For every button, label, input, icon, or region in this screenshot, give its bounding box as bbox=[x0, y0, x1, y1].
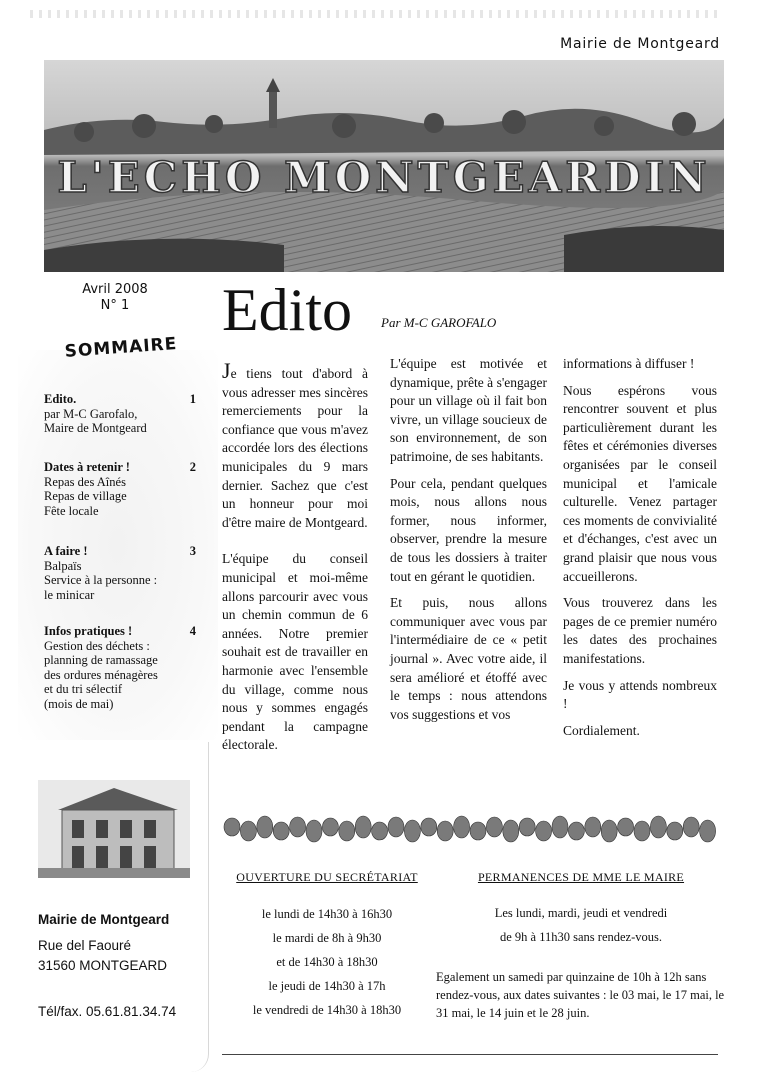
edito-paragraph: Cordialement. bbox=[563, 722, 640, 738]
toc-line: Repas de village bbox=[44, 489, 127, 503]
decorative-garland bbox=[222, 814, 718, 844]
garland-bead bbox=[240, 821, 256, 841]
toc-line: et du tri sélectif bbox=[44, 682, 123, 696]
toc-page: 4 bbox=[189, 624, 196, 638]
secretariat-hours bbox=[222, 902, 432, 1022]
address-street: Rue del Faouré bbox=[38, 938, 132, 953]
garland-bead bbox=[700, 820, 716, 842]
garland-bead bbox=[568, 822, 584, 840]
garland-bead bbox=[404, 820, 420, 842]
garland-bead bbox=[552, 816, 568, 838]
banner-title: L'ECHO MONTGEARDIN bbox=[57, 153, 711, 202]
garland-bead bbox=[486, 817, 502, 837]
toc-line: des ordures ménagères bbox=[44, 667, 158, 682]
garland-bead bbox=[618, 818, 634, 836]
issue-number: N° 1 bbox=[100, 298, 130, 313]
issue-info bbox=[60, 282, 170, 314]
header-mairie: Mairie de Montgeard bbox=[560, 36, 720, 52]
toc-line: Gestion des déchets : bbox=[44, 638, 150, 653]
toc-line: Service à la personne : bbox=[44, 573, 158, 587]
edito-paragraph: informations à diffuser ! bbox=[563, 356, 695, 371]
hours-line: le lundi de 14h30 à 16h30 bbox=[261, 907, 393, 921]
garland-bead bbox=[372, 822, 388, 840]
toc-line: Maire de Montgeard bbox=[44, 421, 147, 435]
edito-paragraph: Vous trouverez dans les pages de ce premier numéro les dates des prochaines manifestations. bbox=[563, 595, 717, 666]
toc-line: (mois de mai) bbox=[44, 696, 114, 711]
address-city: 31560 MONTGEARD bbox=[38, 958, 168, 973]
permanences-title: PERMANENCES DE MME LE MAIRE bbox=[477, 870, 685, 884]
edito-paragraph: L'équipe est motivée et dynamique, prête à s'engager pour un village où il fait bon vivre, un village soucieux de son environnement, de son patrimoine, de ses habitants. bbox=[390, 356, 547, 464]
toc-line: par M-C Garofalo, bbox=[44, 406, 138, 421]
toc-heading: A faire ! bbox=[44, 544, 88, 558]
permanences-days: Les lundi, mardi, jeudi et vendredi bbox=[494, 906, 668, 920]
sommaire-title: SOMMAIRE bbox=[64, 334, 178, 362]
toc-line: planning de ramassage bbox=[44, 653, 158, 667]
garland-bead bbox=[273, 822, 289, 840]
edito-column-2 bbox=[390, 355, 547, 732]
toc-line: Balpaïs bbox=[44, 558, 82, 573]
toc-line: Fête locale bbox=[44, 503, 99, 518]
toc-heading: Dates à retenir ! bbox=[44, 460, 130, 474]
toc-page: 3 bbox=[189, 544, 196, 558]
edito-paragraph: Je vous y attends nombreux ! bbox=[563, 677, 717, 712]
garland-bead bbox=[650, 816, 666, 838]
toc-item-a-faire bbox=[44, 544, 196, 602]
edito-paragraph: Pour cela, pendant quelques mois, nous allons nous former, nous informer, observer, prendre la mesure de tous les dossiers à traiter tout en gérant le quotidien. bbox=[390, 475, 547, 584]
garland-bead bbox=[437, 821, 453, 841]
banner-image bbox=[44, 60, 724, 272]
edito-paragraph: L'équipe du conseil municipal et moi-même allons parcourir avec vous un chemin commun de 6 années. Notre premier souhait est de travailler en harmonie avec l'ensemble du village, comme nous nous y sommes engagés pendant la campagne électorale. bbox=[222, 551, 368, 753]
garland-bead bbox=[454, 816, 470, 838]
permanences-saturday: Egalement un samedi par quinzaine de 10h à 12h sans rendez-vous, aux dates suivantes : le 03 mai, le 17 mai, le 31 mai, le 14 juin et le 28 juin. bbox=[436, 970, 725, 1020]
garland-bead bbox=[585, 817, 601, 837]
hours-line: et de 14h30 à 18h30 bbox=[276, 955, 378, 969]
issue-date: Avril 2008 bbox=[82, 282, 148, 297]
paragraph-text: e tiens tout d'abord à vous adresser mes sincères remerciements pour la confiance que vous m'avez accordée lors des élections municipales du 9 mars dernier. Sachez que c'est un honneur pour moi d'être maire de Montgeard. bbox=[222, 366, 368, 530]
edito-title: Edito bbox=[222, 277, 352, 343]
edito-paragraph bbox=[222, 358, 368, 532]
toc-item-dates bbox=[44, 460, 196, 518]
toc-page: 1 bbox=[189, 392, 196, 406]
toc-heading: Edito. bbox=[44, 392, 77, 406]
toc-heading: Infos pratiques ! bbox=[44, 624, 133, 638]
toc-item-infos bbox=[44, 624, 196, 711]
garland-bead bbox=[290, 817, 306, 837]
toc-line: Repas des Aînés bbox=[44, 474, 126, 489]
edito-paragraph: Nous espérons vous rencontrer souvent et plus particulièrement durant les fêtes et cérémonies diverses organisées par le conseil municipal et l'amicale culturelle. Venez partager ces moments de convivialité et d'échanges, c'est avec un grand plaisir que nous vous accueillerons. bbox=[563, 382, 717, 584]
garland-bead bbox=[339, 821, 355, 841]
edito-paragraph: Et puis, nous allons communiquer avec vous par l'intermédiaire de ce « petit journal ». Avec votre aide, il sera amélioré et étoffé avec le temps : nous attendons vos suggestions et vos bbox=[390, 595, 547, 722]
toc-line: le minicar bbox=[44, 587, 95, 602]
hours-line: le jeudi de 14h30 à 17h bbox=[268, 979, 386, 993]
garland-bead bbox=[519, 818, 535, 836]
address-phone: Tél/fax. 05.61.81.34.74 bbox=[38, 1004, 177, 1019]
garland-bead bbox=[388, 817, 404, 837]
garland-bead bbox=[421, 818, 437, 836]
edito-byline: Par M-C GAROFALO bbox=[381, 315, 497, 330]
garland-bead bbox=[683, 817, 699, 837]
drop-cap: J bbox=[222, 358, 231, 383]
garland-bead bbox=[322, 818, 338, 836]
garland-bead bbox=[503, 820, 519, 842]
garland-bead bbox=[355, 816, 371, 838]
town-hall-photo bbox=[38, 780, 190, 878]
hours-line: le mardi de 8h à 9h30 bbox=[272, 931, 382, 945]
garland-bead bbox=[257, 816, 273, 838]
secretariat-title: OUVERTURE DU SECRÉTARIAT bbox=[236, 870, 418, 884]
hours-line: le vendredi de 14h30 à 18h30 bbox=[252, 1003, 402, 1017]
scan-noise bbox=[30, 10, 720, 18]
garland-bead bbox=[306, 820, 322, 842]
bottom-rule bbox=[222, 1054, 718, 1055]
garland-bead bbox=[634, 821, 650, 841]
garland-bead bbox=[667, 822, 683, 840]
garland-bead bbox=[536, 821, 552, 841]
garland-bead bbox=[601, 820, 617, 842]
toc-item-edito bbox=[44, 392, 196, 436]
edito-column-3 bbox=[563, 355, 717, 748]
toc-page: 2 bbox=[189, 460, 196, 474]
edito-column-1 bbox=[222, 358, 368, 763]
garland-bead bbox=[470, 822, 486, 840]
garland-bead bbox=[224, 818, 240, 836]
address-name: Mairie de Montgeard bbox=[38, 912, 170, 927]
permanences-hours: de 9h à 11h30 sans rendez-vous. bbox=[500, 930, 662, 944]
